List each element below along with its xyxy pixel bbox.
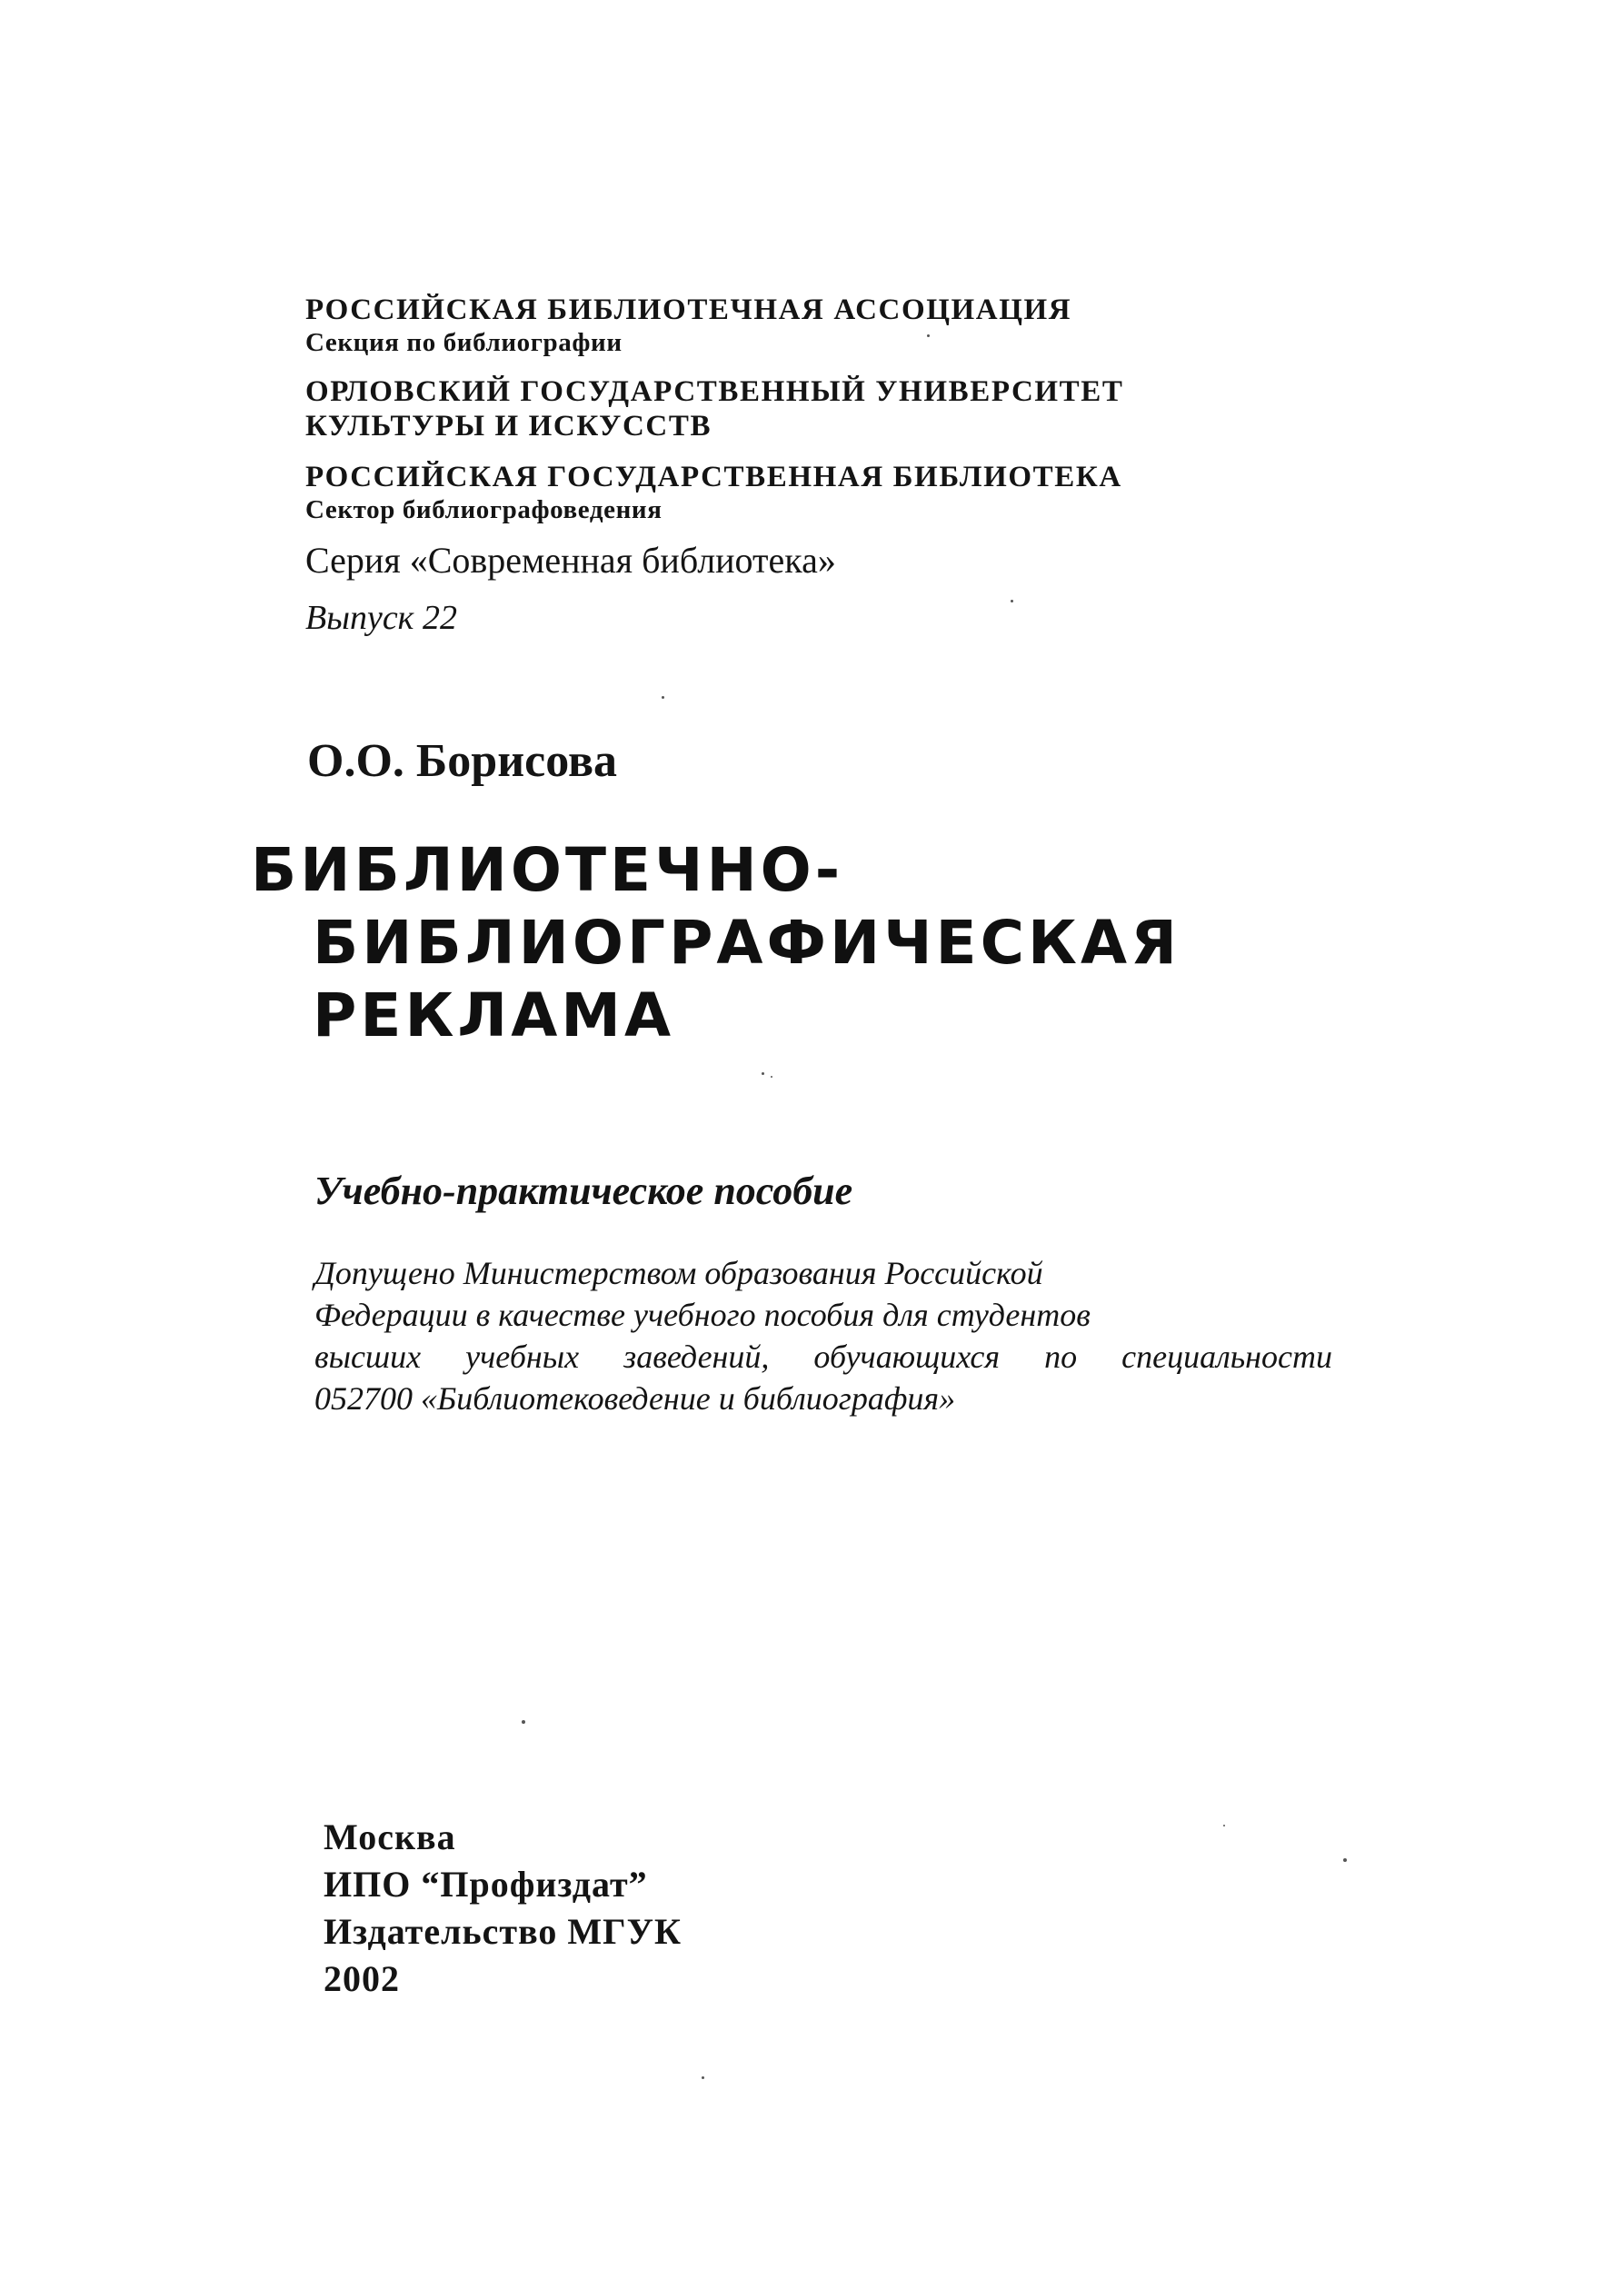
organization-university bbox=[305, 374, 1305, 443]
approval-line: высших учебных заведений, обучающихся по специальности bbox=[314, 1339, 1332, 1375]
organization-name-continued: КУЛЬТУРЫ И ИСКУССТВ bbox=[305, 410, 712, 443]
scan-speck bbox=[662, 696, 664, 699]
scan-speck bbox=[522, 1720, 525, 1724]
imprint-publisher: Издательство МГУК bbox=[324, 1911, 682, 1952]
organization-section: Секция по библиографии bbox=[305, 328, 623, 357]
organization-name: ОРЛОВСКИЙ ГОСУДАРСТВЕННЫЙ УНИВЕРСИТЕТ bbox=[305, 375, 1124, 408]
organization-name: РОССИЙСКАЯ ГОСУДАРСТВЕННАЯ БИБЛИОТЕКА bbox=[305, 461, 1122, 493]
scan-speck bbox=[927, 334, 930, 337]
approval-line: 052700 «Библиотековедение и библиография» bbox=[314, 1380, 956, 1417]
author-name: О.О. Борисова bbox=[307, 735, 618, 787]
organization-rgb bbox=[305, 460, 1305, 525]
scan-speck bbox=[762, 1072, 764, 1075]
scan-speck bbox=[1223, 1825, 1225, 1826]
series-title: Серия «Современная библиотека» bbox=[305, 540, 836, 581]
scan-speck bbox=[702, 2076, 704, 2079]
imprint-city: Москва bbox=[324, 1816, 456, 1857]
scan-speck bbox=[1011, 600, 1013, 602]
scan-speck bbox=[1343, 1858, 1347, 1862]
book-title-line: БИБЛИОГРАФИЧЕСКАЯ bbox=[313, 908, 1181, 978]
organization-rba bbox=[305, 293, 1305, 358]
organization-name: РОССИЙСКАЯ БИБЛИОТЕЧНАЯ АССОЦИАЦИЯ bbox=[305, 294, 1072, 326]
imprint-publisher: ИПО “Профиздат” bbox=[324, 1864, 648, 1905]
organizations-block bbox=[305, 293, 1305, 638]
scan-speck bbox=[771, 1076, 772, 1078]
book-title bbox=[251, 834, 1181, 1052]
approval-line: Допущено Министерством образования Российской bbox=[314, 1255, 1043, 1291]
ministry-approval-note bbox=[314, 1252, 1332, 1419]
book-title-line: РЕКЛАМА bbox=[313, 980, 675, 1050]
imprint-block bbox=[324, 1814, 682, 2003]
issue-number: Выпуск 22 bbox=[305, 599, 457, 637]
book-subtitle: Учебно-практическое пособие bbox=[314, 1169, 853, 1213]
book-title-line: БИБЛИОТЕЧНО- bbox=[251, 835, 844, 905]
imprint-year: 2002 bbox=[324, 1958, 400, 1999]
approval-line: Федерации в качестве учебного пособия для студентов bbox=[314, 1297, 1091, 1333]
organization-section: Сектор библиографоведения bbox=[305, 495, 663, 524]
